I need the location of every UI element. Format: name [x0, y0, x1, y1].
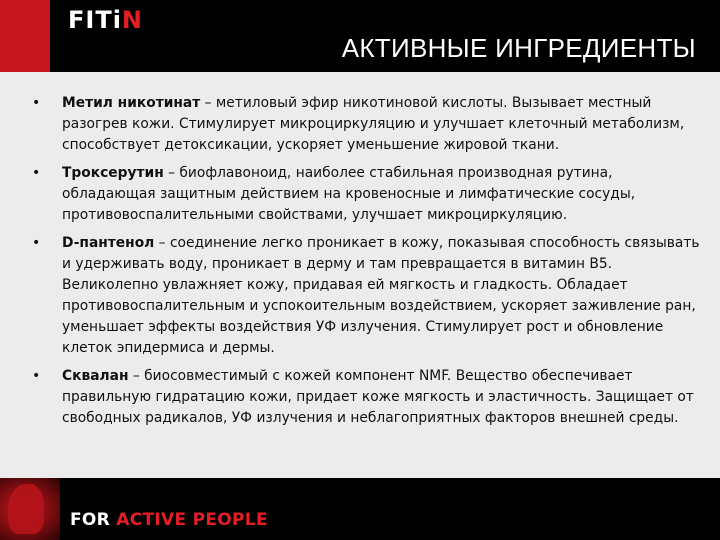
ingredient-name: D-пантенол	[62, 235, 155, 251]
ingredient-description: – метиловый эфир никотиновой кислоты. Вызывает местный разогрев кожи. Стимулирует микроциркуляцию и улучшает клеточный метаболизм, способствует детоксикации, ускоряет уменьшение жировой ткани.	[62, 95, 685, 153]
bullet-icon: •	[32, 368, 41, 384]
list-item	[32, 93, 702, 156]
header-bar	[0, 0, 720, 72]
ingredient-description: – соединение легко проникает в кожу, показывая способность связывать и удерживать воду, проникает в дерму и там превращается в витамин В5. Великолепно увлажняет кожу, придавая ей мягкость и гладкость. Обладает противовоспалительным и успокоительным воздействием, ускоряет заживление ран, уменьшает эффекты воздействия УФ излучения. Стимулирует рост и обновление клеток эпидермиса и дермы.	[62, 235, 700, 356]
ingredient-name: Метил никотинат	[62, 95, 201, 111]
list-item	[32, 366, 702, 429]
logo-accent: N	[121, 6, 144, 34]
page-title: АКТИВНЫЕ ИНГРЕДИЕНТЫ	[341, 33, 696, 63]
list-item	[32, 163, 702, 226]
bullet-icon: •	[32, 95, 41, 111]
ingredients-list	[32, 93, 702, 436]
logo-text: FITi	[68, 6, 122, 34]
brand-red-strip	[0, 0, 50, 72]
tagline-part1: FOR	[70, 510, 117, 530]
tagline-accent: ACTIVE PEOPLE	[116, 510, 268, 530]
ingredient-description: – биосовместимый с кожей компонент NMF. Вещество обеспечивает правильную гидратацию кожи, придает коже мягкость и эластичность. Защищает от свободных радикалов, УФ излучения и неблагоприятных факторов внешней среды.	[62, 368, 694, 426]
footer-tagline	[70, 510, 268, 530]
athlete-silhouette	[8, 484, 44, 534]
brand-logo	[68, 6, 143, 36]
ingredient-name: Сквалан	[62, 368, 129, 384]
bullet-icon: •	[32, 235, 41, 251]
bullet-icon: •	[32, 165, 41, 181]
list-item	[32, 233, 702, 359]
ingredient-name: Троксерутин	[62, 165, 164, 181]
athlete-image	[0, 478, 60, 540]
footer-bar	[0, 478, 720, 540]
ingredient-description: – биофлавоноид, наиболее стабильная производная рутина, обладающая защитным действием на кровеносные и лимфатические сосуды, противовоспалительными свойствами, улучшает микроциркуляцию.	[62, 165, 636, 223]
